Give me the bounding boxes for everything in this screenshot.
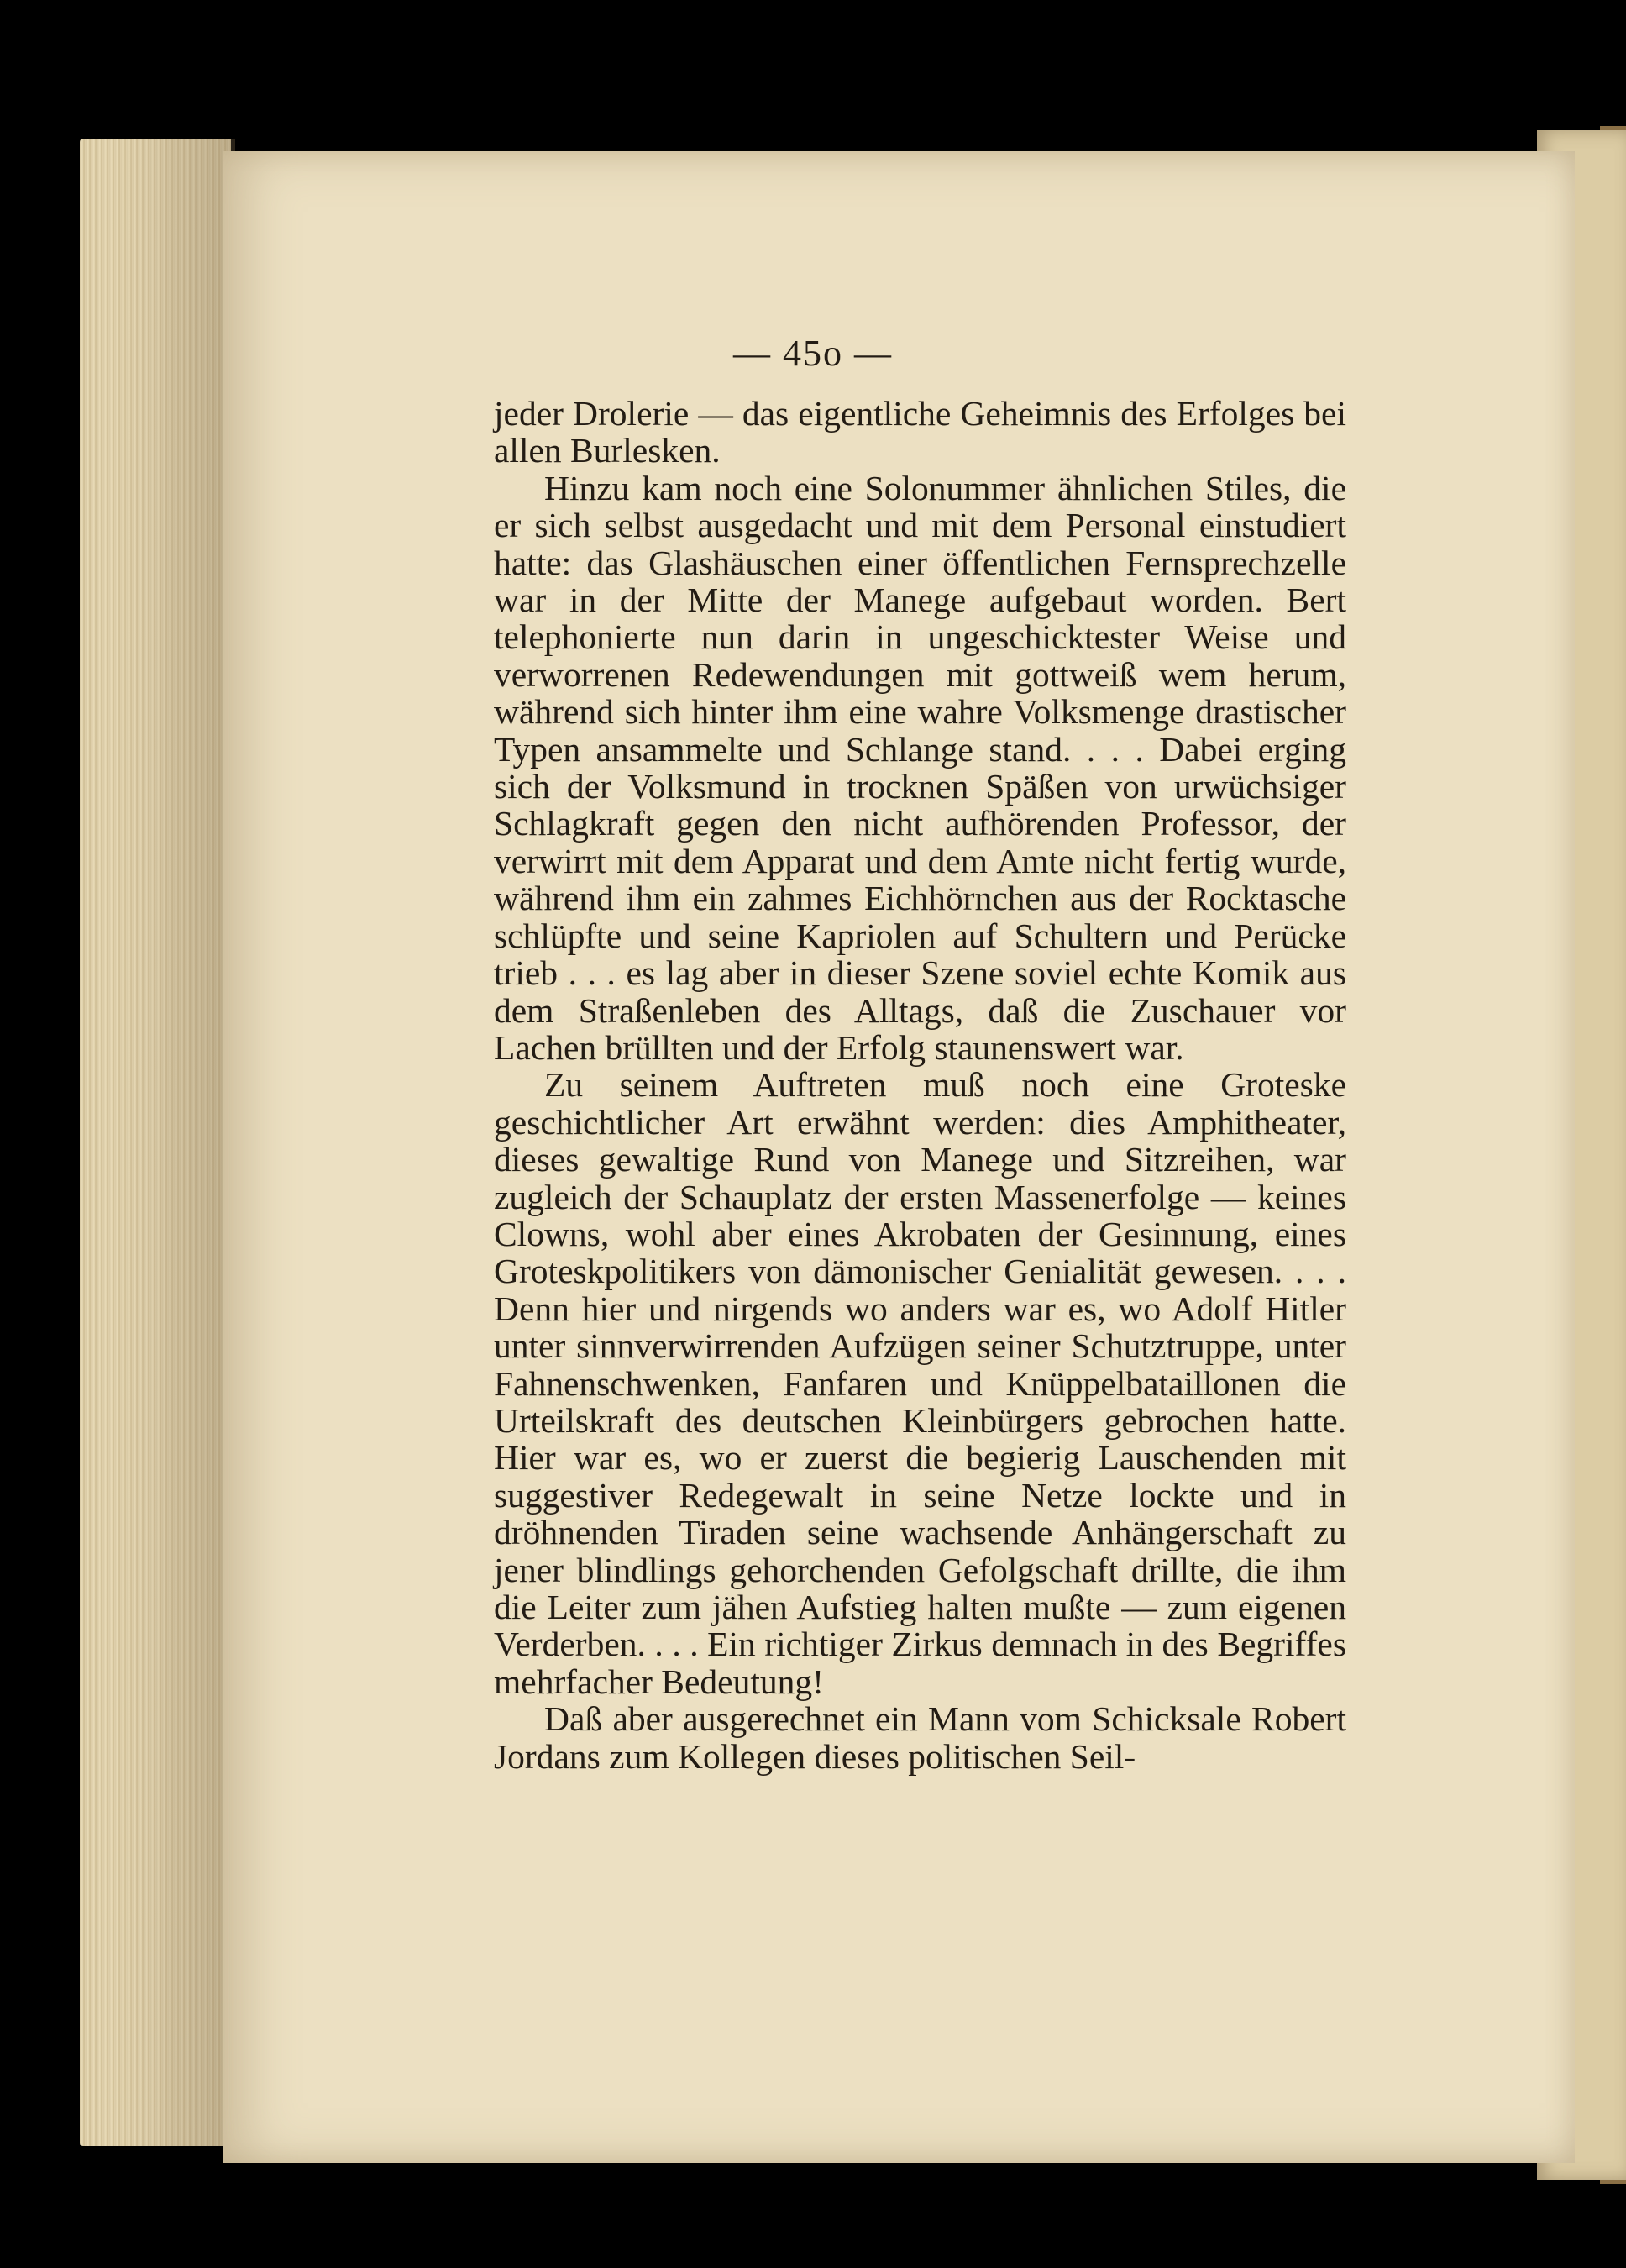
page-gutter-shadow [126,139,235,2146]
page-number: — 45o — [733,333,893,374]
paragraph-continuation: jeder Drolerie — das eigentliche Geheimnis des Erfolges bei allen Burlesken. [494,394,1346,470]
paragraph: Zu seinem Auftreten muß noch eine Groteske geschichtlicher Art erwähnt werden: dies Amphitheater, dieses gewaltige Rund von Manege und Sitzreihen, war zugleich der Schauplatz der ersten Massenerfolge — keines Clowns, wohl aber eines Akrobaten der Gesinnung, eines Groteskpolitikers von dämonischer Genialität gewesen. . . . Denn hier und nirgends wo anders war es, wo Adolf Hitler unter sinnverwirrenden Aufzügen seiner Schutztruppe, unter Fahnenschwenken, Fanfaren und Knüppelbataillonen die Urteilskraft des deutschen Kleinbürgers gebrochen hatte. Hier war es, wo er zuerst die begierig Lauschenden mit suggestiver Redegewalt in seine Netze lockte und in dröhnenden Tiraden seine wachsende Anhängerschaft zu jener blindlings gehorchenden Gefolgschaft drillte, die ihm die Leiter zum jähen Aufstieg halten mußte — zum eigenen Verderben. . . . Ein richtiger Zirkus demnach in des Begriffes mehrfacher Bedeutung! [494,1065,1346,1701]
paragraph: Daß aber ausgerechnet ein Mann vom Schicksale Robert Jordans zum Kollegen dieses politischen Seil- [494,1699,1346,1776]
body-text [494,395,1346,1775]
paragraph: Hinzu kam noch eine Solonummer ähnlichen Stiles, die er sich selbst ausgedacht und mit dem Personal einstudiert hatte: das Glashäuschen einer öffentlichen Fernsprechzelle war in der Mitte der Manege aufgebaut worden. Bert telephonierte nun darin in ungeschicktester Weise und verworrenen Redewendungen mit gottweiß wem herum, während sich hinter ihm eine wahre Volksmenge drastischer Typen ansammelte und Schlange stand. . . . Dabei erging sich der Volksmund in trocknen Späßen von urwüchsiger Schlagkraft gegen den nicht aufhörenden Professor, der verwirrt mit dem Apparat und dem Amte nicht fertig wurde, während ihm ein zahmes Eichhörnchen aus der Rocktasche schlüpfte und seine Kapriolen auf Schultern und Perücke trieb . . . es lag aber in dieser Szene soviel echte Komik aus dem Straßenleben des Alltags, daß die Zuschauer vor Lachen brüllten und der Erfolg staunenswert war. [494,468,1346,1067]
